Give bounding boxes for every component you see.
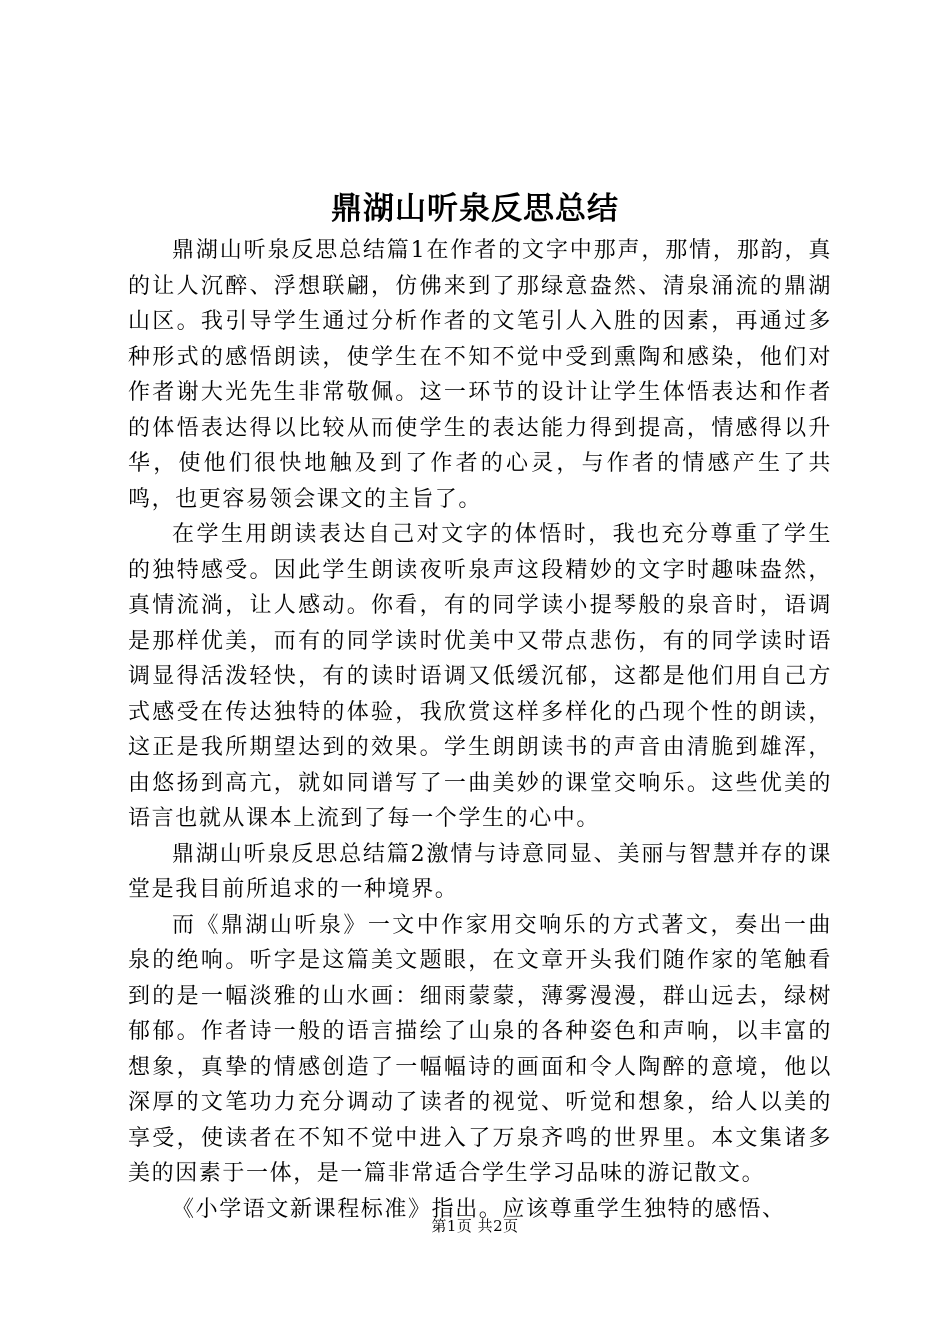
page-footer: 第1页 共2页 [431,1217,519,1235]
document-body [128,233,832,1227]
paragraph-1: 鼎湖山听泉反思总结篇1在作者的文字中那声，那情，那韵，真的让人沉醉、浮想联翩，仿佛来到了那绿意盎然、清泉涌流的鼎湖山区。我引导学生通过分析作者的文笔引人入胜的因素，再通过多种形式的感悟朗读，使学生在不知不觉中受到熏陶和感染，他们对作者谢大光先生非常敬佩。这一环节的设计让学生体悟表达和作者的体悟表达得以比较从而使学生的表达能力得到提高，情感得以升华，使他们很快地触及到了作者的心灵，与作者的情感产生了共鸣，也更容易领会课文的主旨了。 [128,238,832,512]
paragraph-3: 鼎湖山听泉反思总结篇2激情与诗意同显、美丽与智慧并存的课堂是我目前所追求的一种境界。 [128,841,832,902]
page-title: 鼎湖山听泉反思总结 [331,191,619,227]
paragraph-2: 在学生用朗读表达自己对文字的体悟时，我也充分尊重了学生的独特感受。因此学生朗读夜听泉声这段精妙的文字时趣味盎然，真情流淌，让人感动。你看，有的同学读小提琴般的泉音时，语调是那样优美，而有的同学读时优美中又带点悲伤，有的同学读时语调显得活泼轻快，有的读时语调又低缓沉郁，这都是他们用自己方式感受在传达独特的体验，我欣赏这样多样化的凸现个性的朗读，这正是我所期望达到的效果。学生朗朗读书的声音由清脆到雄浑，由悠扬到高亢，就如同谱写了一曲美妙的课堂交响乐。这些优美的语言也就从课本上流到了每一个学生的心中。 [128,522,832,831]
paragraph-4: 而《鼎湖山听泉》一文中作家用交响乐的方式著文，奏出一曲泉的绝响。听字是这篇美文题眼，在文章开头我们随作家的笔触看到的是一幅淡雅的山水画：细雨蒙蒙，薄雾漫漫，群山远去，绿树郁郁。作者诗一般的语言描绘了山泉的各种姿色和声响，以丰富的想象，真挚的情感创造了一幅幅诗的画面和令人陶醉的意境，他以深厚的文笔功力充分调动了读者的视觉、听觉和想象，给人以美的享受，使读者在不知不觉中进入了万泉齐鸣的世界里。本文集诸多美的因素于一体，是一篇非常适合学生学习品味的游记散文。 [128,912,832,1186]
paragraph-5: 《小学语文新课程标准》指出。应该尊重学生独特的感悟、 [172,1196,786,1222]
